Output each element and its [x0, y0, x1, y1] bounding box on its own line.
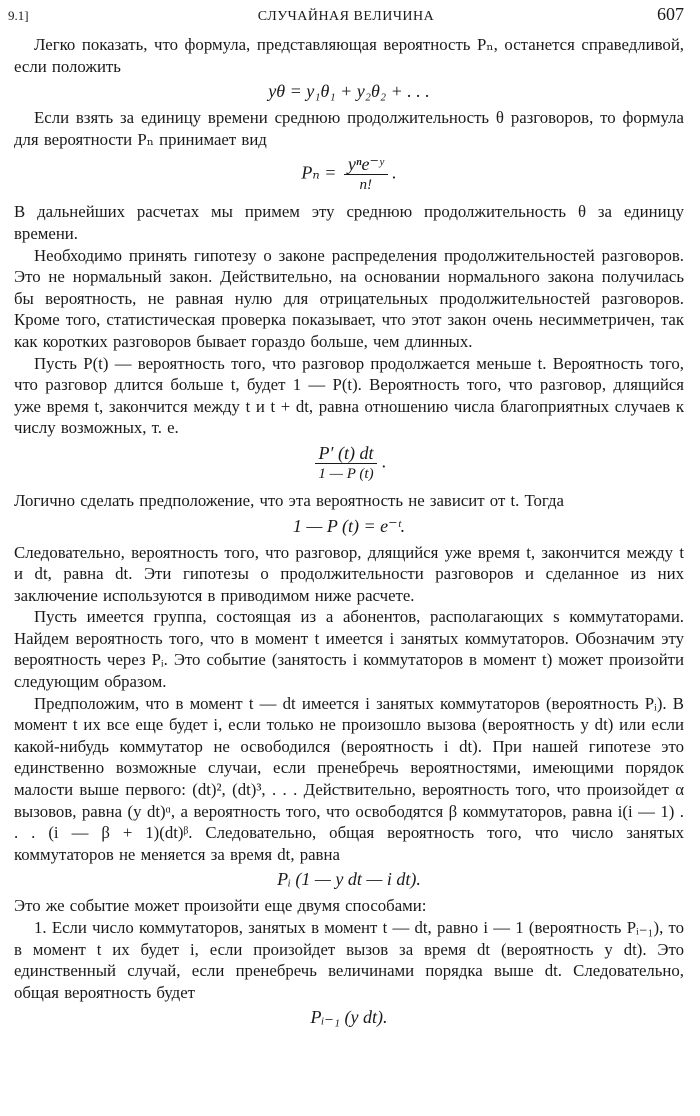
page-number: 607	[656, 4, 684, 24]
paragraph-5: Пусть P(t) — вероятность того, что разговор продолжается меньше t. Вероятность того, что разговор длится больше t, будет 1 — P(t). Вероятность того, что разговор, длящийся уже время t, закончится между t и t + dt, равна отношению числа благоприятных случаев к числу возможных, т. е.	[14, 353, 684, 438]
paragraph-8: Пусть имеется группа, состоящая из a абонентов, располагающих s коммутаторами. Найдем вероятность того, что в момент t имеется i занятых коммутаторов. Обозначим эту вероятность через Pᵢ. Это событие (занятость i коммутаторов в момент t) может произойти следующим образом.	[14, 607, 684, 692]
paragraph-7: Следовательно, вероятность того, что разговор, длящийся уже время t, закончится между t и dt, равна dt. Эти гипотезы о продолжительности разговоров и сделанное из них заключение используются в приводимом ниже расчете.	[14, 542, 684, 605]
equation-1: yθ = y₁θ₁ + y₂θ₂ + . . .	[268, 81, 430, 102]
equation-2-denominator: n!	[359, 177, 372, 194]
paragraph-9: Предположим, что в момент t — dt имеется i занятых коммутаторов (вероятность Pᵢ). В момент t их все еще будет i, если только не произошло вызова (вероятность y dt) или если какой-нибудь коммутатор не освободился (вероятность i dt). При нашей гипотезе это единственно возможные случаи, если пренебречь вероятностями, имеющими порядок малости выше первого: (dt)², (dt)³, . . . Действительно, вероятность того, что произойдет α вызовов, равна (y dt)ᵅ, а вероятность того, что освободятся β коммутаторов, равна i(i — 1) . . . (i — β + 1)(dt)ᵝ. Следовательно, общая вероятность того, что число занятых коммутаторов не меняется за время dt, равна	[14, 693, 684, 864]
paragraph-3: В дальнейших расчетах мы примем эту среднюю продолжительность θ за единицу времени.	[14, 202, 684, 243]
paragraph-2: Если взять за единицу времени среднюю продолжительность θ разговоров, то формула для вероятности Pₙ принимает вид	[14, 108, 684, 149]
equation-6: Pᵢ₋₁ (y dt).	[310, 1007, 388, 1028]
paragraph-4: Необходимо принять гипотезу о законе распределения продолжительностей разговоров. Это не нормальный закон. Действительно, на основании нормального закона получилась бы вероятность, не равная нулю для отрицательных продолжительностей разговоров. Кроме того, статистическая проверка показывает, что этот закон очень несимметричен, так как коротких разговоров бывает гораздо больше, чем длинных.	[14, 245, 684, 351]
equation-2-numerator: yⁿe⁻ʸ	[344, 154, 388, 175]
equation-4: 1 — P (t) = e⁻ᵗ.	[292, 515, 406, 536]
equation-3-denominator: 1 — P (t)	[318, 465, 374, 482]
section-number: 9.1]	[8, 8, 29, 23]
equation-2-fraction	[344, 154, 388, 195]
equation-3-numerator: P′ (t) dt	[315, 443, 378, 464]
equation-2	[14, 154, 684, 195]
equation-3-period: .	[377, 451, 387, 472]
equation-3	[14, 443, 684, 484]
running-title: СЛУЧАЙНАЯ ВЕЛИЧИНА	[257, 9, 435, 24]
running-header	[8, 4, 684, 34]
paragraph-10: Это же событие может произойти еще двумя способами:	[14, 896, 427, 916]
paragraph-1: Легко показать, что формула, представляющая вероятность Pₙ, останется справедливой, если положить	[14, 35, 684, 76]
equation-5: Pᵢ (1 — y dt — i dt).	[277, 869, 421, 890]
paragraph-11: 1. Если число коммутаторов, занятых в момент t — dt, равно i — 1 (вероятность Pᵢ₋₁), то в момент t их будет i, если произойдет вызов за время dt (вероятность y dt). Это единственный случай, если пренебречь величинами порядка выше dt. Следовательно, общая вероятность будет	[14, 918, 684, 1002]
equation-2-lhs: Pₙ =	[301, 163, 337, 183]
equation-3-fraction	[315, 443, 378, 484]
equation-2-period: .	[387, 163, 397, 183]
paragraph-6: Логично сделать предположение, что эта вероятность не зависит от t. Тогда	[14, 490, 564, 510]
